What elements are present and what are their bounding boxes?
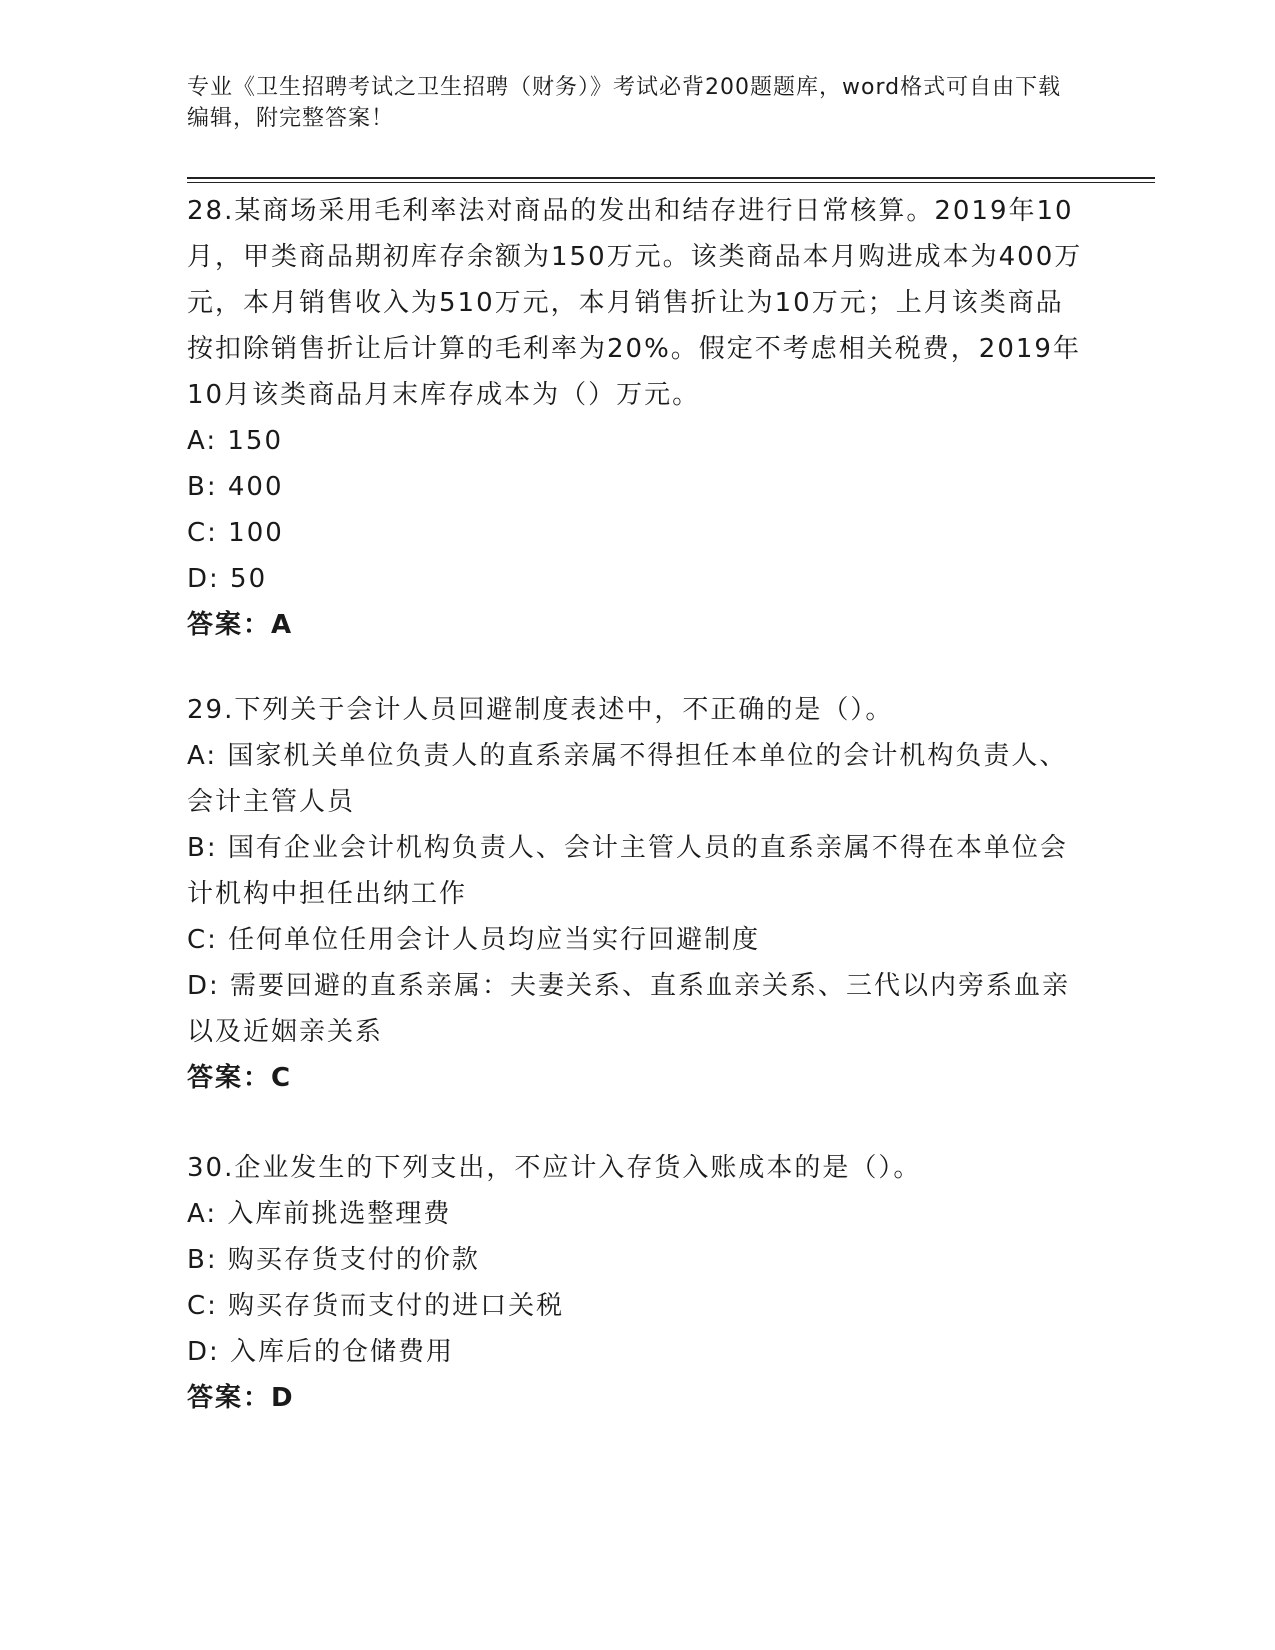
- option-b: B: 购买存货支付的价款: [187, 1245, 480, 1275]
- document-header: 专业《卫生招聘考试之卫生招聘（财务）》考试必背200题题库，word格式可自由下载编辑，附完整答案！: [187, 75, 1062, 131]
- header-divider-thin: [187, 182, 1155, 183]
- option-c: C: 任何单位任用会计人员均应当实行回避制度: [187, 925, 761, 955]
- question-text: 29.下列关于会计人员回避制度表述中，不正确的是（）。: [187, 695, 894, 725]
- question-28: [187, 188, 1087, 648]
- answer-label: 答案：C: [187, 1063, 293, 1093]
- option-c: C: 购买存货而支付的进口关税: [187, 1291, 565, 1321]
- question-29: [187, 687, 1087, 1101]
- option-d: D: 50: [187, 564, 268, 594]
- question-30: [187, 1145, 1087, 1421]
- option-d: D: 需要回避的直系亲属：夫妻关系、直系血亲关系、三代以内旁系血亲以及近姻亲关系: [187, 971, 1071, 1047]
- option-b: B: 国有企业会计机构负责人、会计主管人员的直系亲属不得在本单位会计机构中担任出纳工作: [187, 833, 1068, 909]
- option-a: A: 150: [187, 426, 283, 456]
- option-a: A: 入库前挑选整理费: [187, 1199, 452, 1229]
- option-d: D: 入库后的仓储费用: [187, 1337, 455, 1367]
- option-a: A: 国家机关单位负责人的直系亲属不得担任本单位的会计机构负责人、会计主管人员: [187, 741, 1068, 817]
- header-divider-thick: [187, 177, 1155, 179]
- option-c: C: 100: [187, 518, 284, 548]
- option-b: B: 400: [187, 472, 284, 502]
- answer-label: 答案：D: [187, 1383, 295, 1413]
- question-text: 30.企业发生的下列支出，不应计入存货入账成本的是（）。: [187, 1153, 922, 1183]
- answer-label: 答案：A: [187, 610, 294, 640]
- question-text: 28.某商场采用毛利率法对商品的发出和结存进行日常核算。2019年10月，甲类商品期初库存余额为150万元。该类商品本月购进成本为400万元，本月销售收入为510万元，本月销售折让为10万元；上月该类商品按扣除销售折让后计算的毛利率为20%。假定不考虑相关税费，2019年10月该类商品月末库存成本为（）万元。: [187, 196, 1083, 410]
